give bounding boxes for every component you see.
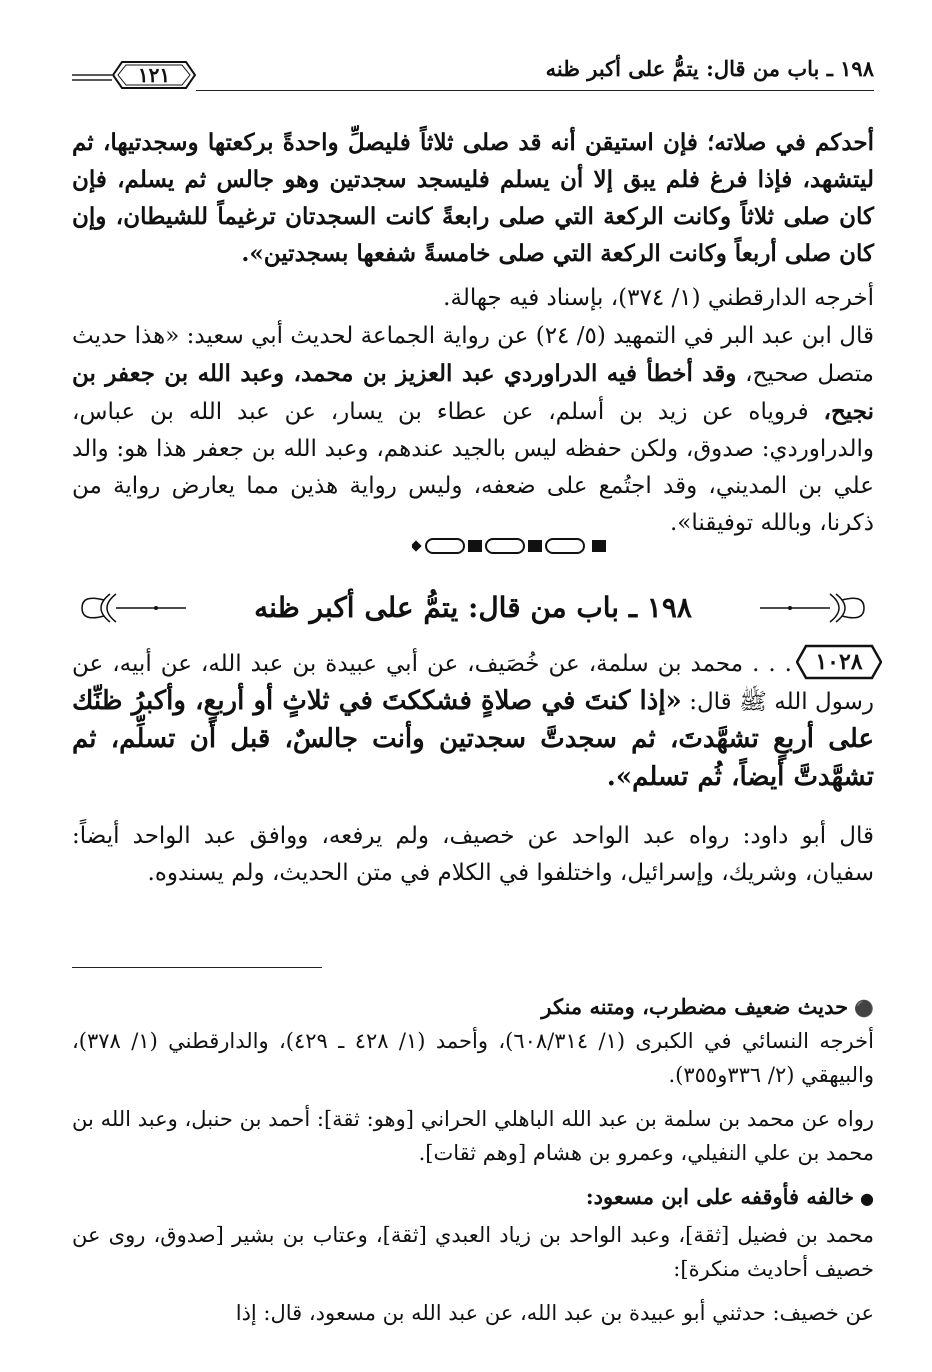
quote-part-1: قال ابن عبد البر في التمهيد (٥/ ٢٤) عن رواية الجماعة لحديث أبي سعيد: «هذا حديث متصل صحيح، bbox=[72, 323, 874, 387]
footnote-rule bbox=[72, 967, 322, 968]
takhrij-line: أخرجه الدارقطني (١/ ٣٧٤)، بإسناد فيه جهالة. bbox=[443, 285, 874, 311]
chapter-title: ١٩٨ ـ باب من قال: يتمُّ على أكبر ظنه bbox=[254, 591, 692, 624]
hadith-number: ١٠٢٨ bbox=[815, 649, 863, 675]
section-ornament-icon bbox=[412, 537, 614, 555]
running-title: ١٩٨ ـ باب من قال: يتمُّ على أكبر ظنه bbox=[545, 56, 874, 81]
page-number bbox=[112, 60, 196, 90]
mawquf-heading-text: خالفه فأوقفه على ابن مسعود: bbox=[585, 1184, 855, 1209]
quote-part-2-bold: وقد أخطأ فيه الدراوردي عبد العزيز بن محمد، وعبد الله بن جعفر بن نجيح، bbox=[72, 360, 874, 425]
page-number-text: ١٢١ bbox=[137, 63, 171, 87]
quote-part-3: فروياه عن زيد بن أسلم، عن عطاء بن يسار، عن عبد الله بن عباس، والدراوردي: صدوق، ولكن حفظه ليس بالجيد عندهم، وعبد الله بن جعفر هذا هو: والد علي بن المديني، وقد اجتُمع على ضعفه، وليس رواية هذين مما يعارض رواية من ذكرنا، وبالله توفيقنا». bbox=[72, 399, 874, 536]
verdict-marker-icon: ⚫ bbox=[854, 999, 874, 1018]
abu-dawud-note: قال أبو داود: رواه عبد الواحد عن خصيف، ولم يرفعه، ووافق عبد الواحد أيضاً: سفيان، وشريك، وإسرائيل، واختلفوا في الكلام في متن الحديث، ولم يسندوه. bbox=[72, 823, 874, 886]
header-double-rule bbox=[72, 74, 112, 82]
chapter-right-flourish-icon bbox=[760, 590, 870, 626]
hadith-body bbox=[72, 646, 874, 797]
footnote-narrators: رواه عن محمد بن سلمة بن عبد الله الباهلي الحراني [وهو: ثقة]: أحمد بن حنبل، وعبد الله بن محمد بن علي النفيلي، وعمرو بن هشام [وهم ثقات]. bbox=[72, 1107, 874, 1165]
footnote-verdict bbox=[72, 990, 874, 1026]
footnote-takhrij: أخرجه النسائي في الكبرى (١/ ٦٠٨/٣١٤)، وأحمد (١/ ٤٢٨ ـ ٤٢٩)، والدارقطني (١/ ٣٧٨)، والبيهقي (٢/ ٣٣٦و٣٥٥). bbox=[72, 1029, 874, 1087]
footnote-mawquf-heading bbox=[72, 1180, 874, 1216]
hadith-matn: «إذا كنتَ في صلاةٍ فشككتَ في ثلاثٍ أو أربعٍ، وأكبرُ ظنِّك على أربعٍ تشهَّدتَ، ثم سجدتَّ سجدتين وأنت جالسٌ، قبل أن تسلِّم، ثم تشهَّدتَّ أيضاً، ثُم تسلم». bbox=[72, 686, 874, 792]
footnote-dissenting-narrators: محمد بن فضيل [ثقة]، وعبد الواحد بن زياد العبدي [ثقة]، وعتاب بن بشير [صدوق، روى عن خصيف أحاديث منكرة]: bbox=[72, 1223, 874, 1281]
ibn-abd-al-barr-quote bbox=[72, 318, 874, 542]
running-header bbox=[72, 56, 874, 96]
chapter-left-flourish-icon bbox=[76, 590, 186, 626]
header-rule bbox=[196, 90, 874, 91]
hadith-continuation: أحدكم في صلاته؛ فإن استيقن أنه قد صلى ثلاثاً فليصلِّ واحدةً بركعتها وسجدتيها، ثم ليتشهد، فإذا فرغ فلم يبق إلا أن يسلم فليسجد سجدتين وهو جالس ثم يسلم، فإن كان صلى ثلاثاً وكانت الركعة التي صلى رابعةً كانت السجدتان ترغيماً للشيطان، وإن كان صلى أربعاً وكانت الركعة التي صلى خامسةً شفعها بسجدتين». bbox=[72, 129, 874, 267]
verdict-text: حديث ضعيف مضطرب، ومتنه منكر bbox=[541, 994, 849, 1019]
book-page bbox=[72, 0, 874, 1372]
footnote-chain-start: عن خصيف: حدثني أبو عبيدة بن عبد الله، عن عبد الله بن مسعود، قال: إذا bbox=[235, 1301, 874, 1325]
chapter-heading bbox=[160, 588, 786, 628]
hadith-chain: . . . محمد بن سلمة، عن خُصَيف، عن أبي عبيدة بن عبد الله، عن أبيه، عن رسول الله ﷺ قال: bbox=[72, 651, 874, 715]
bullet-marker-icon: ● bbox=[860, 1189, 874, 1208]
